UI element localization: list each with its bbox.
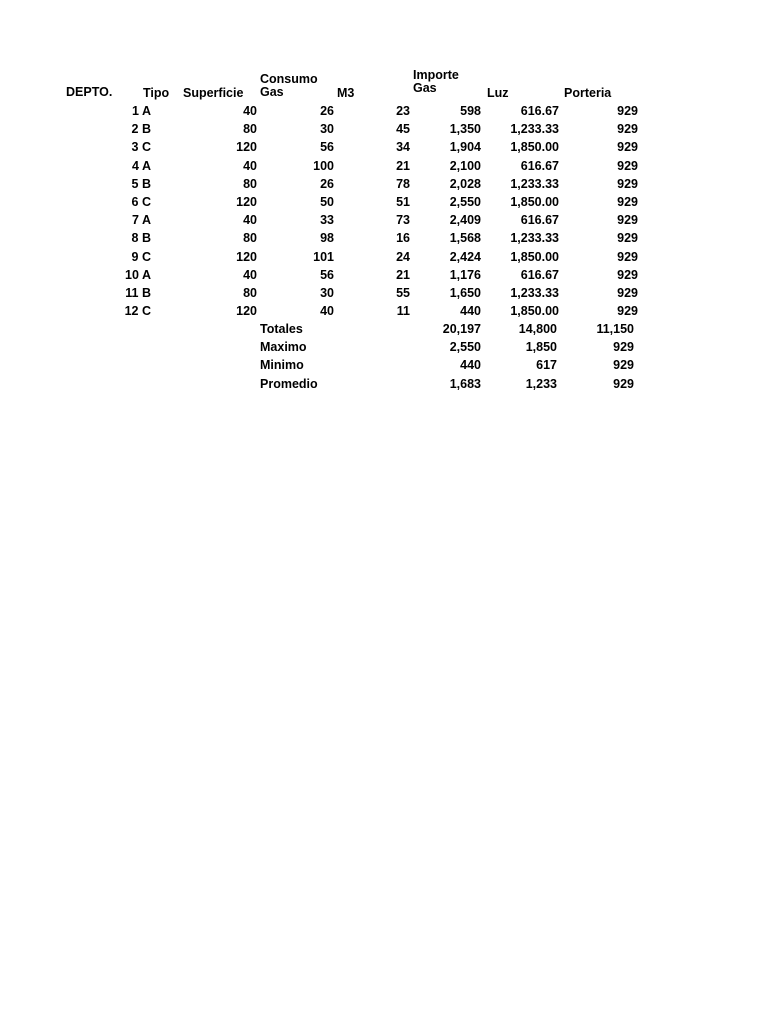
cell-m3: 21 (396, 267, 410, 282)
header-porteria: Porteria (564, 86, 612, 100)
summary-luz: 1,850 (525, 340, 557, 355)
header-luz: Luz (487, 86, 509, 100)
cell-m3: 45 (396, 122, 410, 137)
cell-tipo: 10 A (125, 267, 151, 282)
cell-importe: 2,028 (449, 176, 481, 191)
cell-consumo: 40 (320, 304, 334, 319)
cell-superficie: 120 (236, 304, 257, 319)
cell-m3: 78 (396, 176, 410, 191)
cell-luz: 1,233.33 (510, 286, 559, 300)
cell-luz: 1,850.00 (510, 140, 559, 155)
header-m3: M3 (337, 86, 355, 100)
cell-m3: 51 (396, 195, 410, 209)
cell-consumo: 33 (320, 213, 334, 228)
cell-tipo: 9 C (131, 249, 151, 264)
header-superficie: Superficie (183, 86, 244, 100)
cell-superficie: 40 (243, 267, 257, 282)
cell-porteria: 929 (617, 104, 638, 118)
cell-m3: 16 (396, 231, 410, 246)
cell-luz: 616.67 (520, 267, 559, 282)
cell-luz: 1,233.33 (510, 122, 559, 137)
cell-tipo: 4 A (132, 158, 151, 173)
cell-m3: 11 (396, 304, 410, 319)
cell-m3: 23 (396, 104, 410, 118)
cell-tipo: 5 B (131, 176, 151, 191)
cell-porteria: 929 (617, 122, 638, 137)
cell-luz: 616.67 (520, 213, 559, 228)
cell-superficie: 80 (243, 122, 257, 137)
summary-importe: 1,683 (449, 376, 481, 391)
cell-superficie: 80 (243, 176, 257, 191)
summary-label: Totales (260, 322, 303, 336)
summary-porteria: 929 (613, 340, 634, 355)
cell-superficie: 120 (236, 249, 257, 264)
cell-luz: 1,233.33 (510, 231, 559, 246)
summary-label: Promedio (260, 376, 318, 391)
cell-luz: 1,850.00 (510, 304, 559, 319)
cell-importe: 1,568 (449, 231, 481, 246)
cell-porteria: 929 (617, 304, 638, 319)
cell-tipo: 3 C (131, 140, 151, 155)
cell-luz: 616.67 (520, 158, 559, 173)
cell-tipo: 2 B (131, 122, 151, 137)
summary-porteria: 929 (613, 358, 634, 373)
cell-tipo: 6 C (131, 195, 151, 209)
cell-superficie: 40 (243, 104, 257, 118)
cell-luz: 616.67 (520, 104, 559, 118)
cell-consumo: 101 (313, 249, 334, 264)
summary-label: Minimo (260, 358, 304, 373)
summary-luz: 14,800 (518, 322, 557, 336)
cell-porteria: 929 (617, 158, 638, 173)
cell-m3: 21 (396, 158, 410, 173)
cell-m3: 34 (396, 140, 410, 155)
cell-importe: 2,409 (449, 213, 481, 228)
header-importe-gas: Importe Gas (413, 68, 459, 95)
cell-importe: 1,176 (449, 267, 481, 282)
cell-superficie: 40 (243, 158, 257, 173)
summary-porteria: 929 (613, 376, 634, 391)
cell-tipo: 12 C (124, 304, 151, 319)
cell-tipo: 8 B (131, 231, 151, 246)
header-tipo: Tipo (143, 86, 170, 100)
summary-importe: 2,550 (449, 340, 481, 355)
cell-luz: 1,850.00 (510, 249, 559, 264)
summary-luz: 617 (536, 358, 557, 373)
cell-tipo: 7 A (132, 213, 151, 228)
summary-luz: 1,233 (525, 376, 557, 391)
cell-porteria: 929 (617, 176, 638, 191)
cell-superficie: 40 (243, 213, 257, 228)
cell-superficie: 80 (243, 286, 257, 300)
summary-porteria: 11,150 (596, 322, 634, 336)
cell-importe: 1,350 (449, 122, 481, 137)
header-consumo-gas: Consumo Gas (260, 72, 318, 99)
header-depto: DEPTO. (66, 85, 113, 99)
cell-porteria: 929 (617, 286, 638, 300)
cell-superficie: 120 (236, 195, 257, 209)
cell-tipo: 1 A (132, 104, 151, 118)
cell-consumo: 26 (320, 176, 334, 191)
cell-superficie: 80 (243, 231, 257, 246)
cell-porteria: 929 (617, 213, 638, 228)
cell-importe: 2,550 (449, 195, 481, 209)
cell-importe: 1,904 (449, 140, 481, 155)
cell-tipo: 11 B (125, 286, 151, 300)
cell-superficie: 120 (236, 140, 257, 155)
cell-importe: 440 (460, 304, 481, 319)
cell-porteria: 929 (617, 195, 638, 209)
cell-importe: 1,650 (449, 286, 481, 300)
cell-consumo: 100 (313, 158, 334, 173)
cell-importe: 598 (460, 104, 481, 118)
summary-importe: 440 (460, 358, 481, 373)
cell-consumo: 26 (320, 104, 334, 118)
cell-importe: 2,424 (449, 249, 481, 264)
cell-luz: 1,850.00 (510, 195, 559, 209)
cell-m3: 73 (396, 213, 410, 228)
cell-m3: 55 (396, 286, 410, 300)
cell-porteria: 929 (617, 267, 638, 282)
cell-importe: 2,100 (449, 158, 481, 173)
cell-porteria: 929 (617, 140, 638, 155)
summary-importe: 20,197 (442, 322, 481, 336)
cell-consumo: 98 (320, 231, 334, 246)
cell-consumo: 30 (320, 122, 334, 137)
cell-consumo: 56 (320, 140, 334, 155)
summary-label: Maximo (260, 340, 307, 355)
cell-consumo: 50 (320, 195, 334, 209)
cell-consumo: 56 (320, 267, 334, 282)
cell-m3: 24 (396, 249, 410, 264)
cell-consumo: 30 (320, 286, 334, 300)
cell-porteria: 929 (617, 231, 638, 246)
cell-luz: 1,233.33 (510, 176, 559, 191)
cell-porteria: 929 (617, 249, 638, 264)
